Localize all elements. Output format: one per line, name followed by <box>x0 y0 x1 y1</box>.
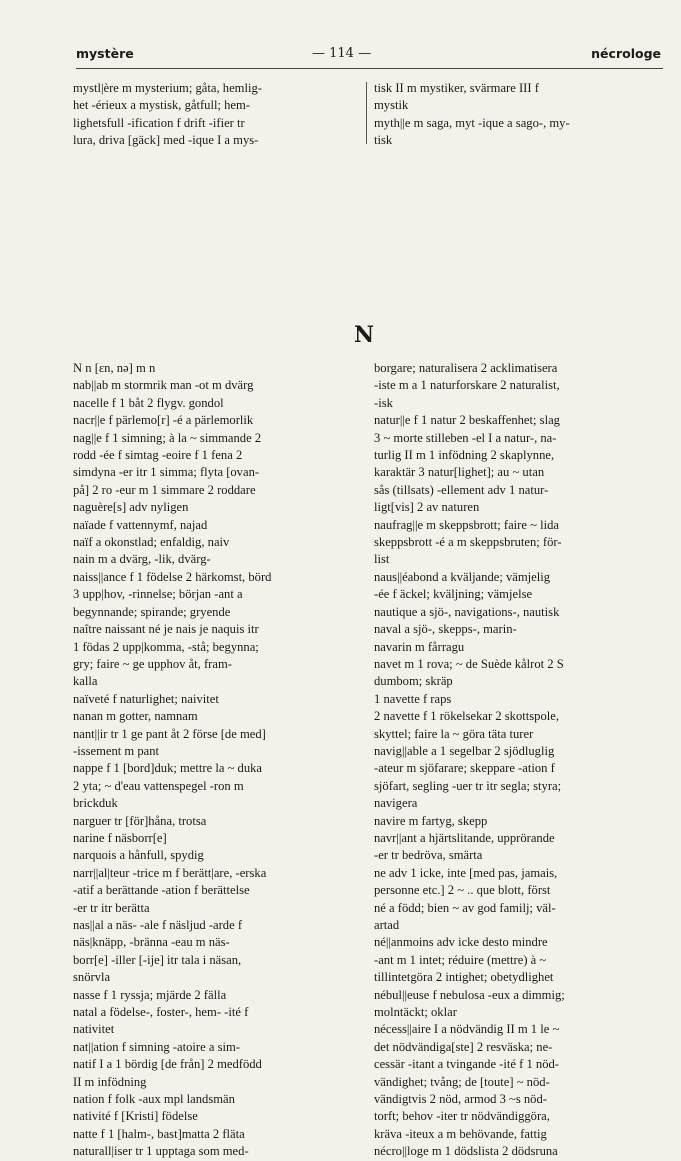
entry-line: 3 upp|hov, -rinnelse; början -ant a <box>73 587 243 602</box>
entry-line: nativitet <box>73 1022 115 1037</box>
entry-line: -ant m 1 intet; réduire (mettre) à ~ <box>374 952 547 967</box>
entry-line: nant||ir tr 1 ge pant åt 2 förse [de med] <box>73 726 266 741</box>
entry-line: mystik <box>374 98 409 113</box>
entry-line: né a född; bien ~ av god familj; väl- <box>374 900 556 915</box>
entry-line: list <box>374 552 390 567</box>
entry-line: nag||e f 1 simning; à la ~ simmande 2 <box>73 430 262 445</box>
entry-line: narquois a hånfull, spydig <box>73 848 204 863</box>
top-right-column <box>374 80 664 150</box>
entry-line: narguer tr [för]håna, trotsa <box>73 813 207 828</box>
entry-line: naïade f vattennymf, najad <box>73 517 208 532</box>
entry-line: skyttel; faire la ~ göra täta turer <box>374 726 534 741</box>
entry-line: navire m fartyg, skepp <box>374 813 488 828</box>
entry-line: nébul||euse f nebulosa -eux a dimmig; <box>374 987 565 1002</box>
entry-line: sås (tillsats) -ellement adv 1 natur- <box>374 482 549 497</box>
entry-line: personne etc.] 2 ~ .. que blott, först <box>374 883 551 898</box>
entry-line: ligt[vis] 2 av naturen <box>374 500 480 515</box>
entry-line: N n [ɛn, nə] m n <box>73 361 156 375</box>
entry-line: natte f 1 [halm-, bast]matta 2 fläta <box>73 1126 245 1141</box>
entry-line: kräva -iteux a m behövande, fattig <box>374 1126 547 1141</box>
entry-line: naval a sjö-, skepps-, marin- <box>374 622 517 637</box>
entry-line: artad <box>374 918 400 932</box>
entry-line: -issement m pant <box>73 743 160 758</box>
right-column <box>374 360 664 1161</box>
entry-line: nas||al a näs- -ale f näsljud -arde f <box>73 918 243 932</box>
entry-line: tisk II m mystiker, svärmare III f <box>374 81 539 95</box>
entry-line: mystl|ère m mysterium; gåta, hemlig- <box>73 81 262 95</box>
entry-line: narr||al|teur -trice m f berätt|are, -erska <box>73 865 267 880</box>
entry-line: dumbom; skräp <box>374 674 453 689</box>
entry-line: nacr||e f pärlemo[r] -é a pärlemorlik <box>73 413 254 428</box>
section-letter: N <box>354 322 375 348</box>
entry-line: gry; faire ~ ge upphov åt, fram- <box>73 656 232 671</box>
entry-line: naus||éabond a kväljande; vämjelig <box>374 569 551 584</box>
entry-line: cessär -itant a tvingande -ité f 1 nöd- <box>374 1057 559 1072</box>
entry-line: begynnande; spirande; gryende <box>73 604 231 619</box>
entry-line: näs|knäpp, -bränna -eau m näs- <box>73 935 230 950</box>
entry-line: sjöfart, segling -uer tr itr segla; styra; <box>374 778 562 793</box>
entry-line: torft; behov -iter tr nödvändiggöra, <box>374 1109 550 1124</box>
entry-line: det nödvändiga[ste] 2 resväska; ne- <box>374 1039 553 1054</box>
page-number: — 114 — <box>312 46 372 61</box>
entry-line: turlig II m 1 infödning 2 skaplynne, <box>374 448 555 463</box>
entry-line: nanan m gotter, namnam <box>73 709 198 724</box>
entry-line: -atif a berättande -ation f berättelse <box>73 883 250 898</box>
entry-line: né||anmoins adv icke desto mindre <box>374 935 548 950</box>
entry-line: kalla <box>73 674 98 689</box>
entry-line: nat||ation f simning -atoire a sim- <box>73 1039 240 1054</box>
entry-line: naturall|iser tr 1 upptaga som med- <box>73 1144 249 1159</box>
entry-line: -ateur m sjöfarare; skeppare -ation f <box>374 761 555 776</box>
entry-line: -ée f äckel; kväljning; vämjelse <box>374 587 533 602</box>
entry-line: simdyna -er itr 1 simma; flyta [ovan- <box>73 465 260 480</box>
entry-line: -er tr itr berätta <box>73 900 150 915</box>
entry-line: -iste m a 1 naturforskare 2 naturalist, <box>374 378 560 393</box>
entry-line: nécro||loge m 1 dödslista 2 dödsruna <box>374 1144 558 1159</box>
header-rule <box>76 68 663 69</box>
entry-line: natur||e f 1 natur 2 beskaffenhet; slag <box>374 413 560 428</box>
entry-line: het -érieux a mystisk, gåtfull; hem- <box>73 98 250 113</box>
entry-line: navr||ant a hjärtslitande, upprörande <box>374 830 555 845</box>
entry-line: på] 2 ro -eur m 1 simmare 2 roddare <box>73 482 256 497</box>
header-left-guideword: mystère <box>76 46 134 61</box>
entry-line: 1 navette f raps <box>374 691 452 706</box>
entry-line: naître naissant né je nais je naquis itr <box>73 622 259 637</box>
entry-line: naïveté f naturlighet; naivitet <box>73 691 219 706</box>
entry-line: skeppsbrott -é a m skeppsbruten; för- <box>374 535 562 550</box>
entry-line: navet m 1 rova; ~ de Suède kålrot 2 S <box>374 656 564 671</box>
entry-line: snörvla <box>73 970 111 985</box>
column-divider-top <box>366 82 367 144</box>
entry-line: 2 yta; ~ d'eau vattenspegel -ron m <box>73 778 244 793</box>
entry-line: natif I a 1 bördig [de från] 2 medfödd <box>73 1057 262 1072</box>
entry-line: myth||e m saga, myt -ique a sago-, my- <box>374 115 570 130</box>
entry-line: -er tr bedröva, smärta <box>374 848 483 863</box>
entry-line: II m infödning <box>73 1074 147 1089</box>
entry-line: 3 ~ morte stilleben -el I a natur-, na- <box>374 430 557 445</box>
entry-line: naguère[s] adv nyligen <box>73 500 189 515</box>
entry-line: lighetsfull -ification f drift -ifier tr <box>73 115 245 130</box>
entry-line: nacelle f 1 båt 2 flygv. gondol <box>73 395 224 410</box>
entry-line: nautique a sjö-, navigations-, nautisk <box>374 604 560 619</box>
entry-line: borr[e] -iller [-ije] itr tala i näsan, <box>73 952 242 967</box>
entry-line: narine f näsborr[e] <box>73 830 167 845</box>
entry-line: karaktär 3 natur[lighet]; au ~ utan <box>374 465 545 480</box>
entry-line: nappe f 1 [bord]duk; mettre la ~ duka <box>73 761 263 776</box>
entry-line: -isk <box>374 395 393 410</box>
entry-line: nain m a dvärg, -lik, dvärg- <box>73 552 211 567</box>
entry-line: 1 födas 2 upp|komma, -stå; begynna; <box>73 639 259 654</box>
entry-line: borgare; naturalisera 2 acklimatisera <box>374 361 558 375</box>
top-left-column <box>73 80 363 150</box>
entry-line: brickduk <box>73 796 118 811</box>
entry-line: vändigtvis 2 nöd, armod 3 ~s nöd- <box>374 1092 547 1107</box>
entry-line: natal a födelse-, foster-, hem- -ité f <box>73 1005 249 1020</box>
entry-line: ne adv 1 icke, inte [med pas, jamais, <box>374 865 558 880</box>
entry-line: nasse f 1 ryssja; mjärde 2 fälla <box>73 987 227 1002</box>
left-column <box>73 360 363 1161</box>
entry-line: nativité f [Kristi] födelse <box>73 1109 198 1124</box>
entry-line: vändighet; tvång; de [toute] ~ nöd- <box>374 1074 550 1089</box>
entry-line: molntäckt; oklar <box>374 1005 457 1020</box>
entry-line: nation f folk -aux mpl landsmän <box>73 1092 235 1107</box>
entry-line: tillintetgöra 2 intighet; obetydlighet <box>374 970 554 985</box>
entry-line: naïf a okonstlad; enfaldig, naiv <box>73 535 230 550</box>
entry-line: rodd -ée f simtag -eoire f 1 fena 2 <box>73 448 243 463</box>
entry-line: naiss||ance f 1 födelse 2 härkomst, börd <box>73 569 272 584</box>
entry-line: naufrag||e m skeppsbrott; faire ~ lida <box>374 517 559 532</box>
entry-line: tisk <box>374 133 393 148</box>
entry-line: nécess||aire I a nödvändig II m 1 le ~ <box>374 1022 560 1037</box>
entry-line: navarin m fårragu <box>374 639 465 654</box>
entry-line: navigera <box>374 796 418 811</box>
entry-line: nab||ab m stormrik man -ot m dvärg <box>73 378 254 393</box>
header-right-guideword: nécrologe <box>591 46 661 61</box>
entry-line: lura, driva [gäck] med -ique I a mys- <box>73 133 259 148</box>
entry-line: navig||able a 1 segelbar 2 sjödluglig <box>374 743 555 758</box>
entry-line: 2 navette f 1 rökelsekar 2 skottspole, <box>374 709 560 724</box>
